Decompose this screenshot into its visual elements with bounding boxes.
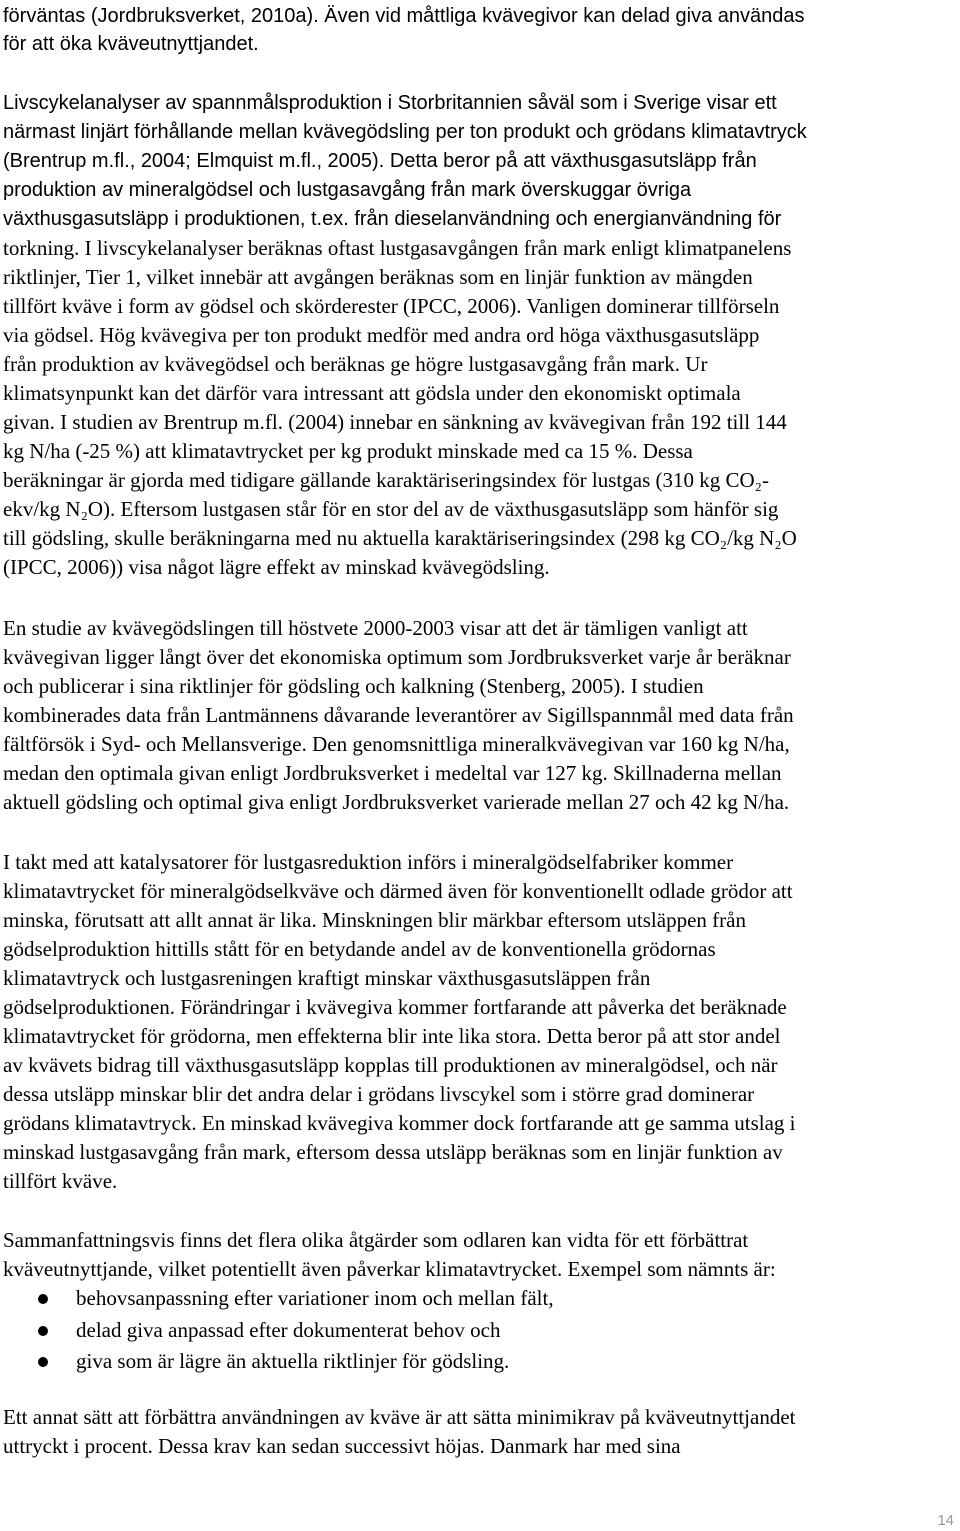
text-line: (Brentrup m.fl., 2004; Elmquist m.fl., 2005). Detta beror på att växthusgasutsläpp från	[3, 150, 757, 172]
text-line: grödans klimatavtryck. En minskad kvävegiva kommer dock fortfarande att ge samma utslag i	[3, 1111, 796, 1135]
text-line: gödselproduktionen. Förändringar i kvävegiva kommer fortfarande att påverka det beräknade	[3, 995, 787, 1019]
text-line: uttryckt i procent. Dessa krav kan sedan successivt höjas. Danmark har med sina	[3, 1434, 681, 1458]
text-line: växthusgasutsläpp i produktionen, t.ex. från dieselanvändning och energianvändning för	[3, 208, 782, 230]
text-line: kg N/ha (-25 %) att klimatavtrycket per kg produkt minskade med ca 15 %. Dessa	[3, 439, 693, 463]
text-line: (IPCC, 2006)) visa något lägre effekt av minskad kvävegödsling.	[3, 555, 550, 579]
text-line: minskad lustgasavgång från mark, eftersom dessa utsläpp beräknas som en linjär funktion av	[3, 1140, 783, 1164]
text-line: för att öka kväveutnyttjandet.	[3, 33, 259, 55]
text-line: till gödsling, skulle beräkningarna med nu aktuella karaktäriseringsindex (298 kg CO₂/kg N₂O	[3, 526, 797, 550]
text-line: från produktion av kvävegödsel och beräknas ge högre lustgasavgång från mark. Ur	[3, 352, 708, 376]
bullet-icon	[38, 1357, 48, 1367]
text-line: beräkningar är gjorda med tidigare gällande karaktäriseringsindex för lustgas (310 kg CO₂-	[3, 468, 769, 492]
text-line: riktlinjer, Tier 1, vilket innebär att avgången beräknas som en linjär funktion av mängden	[3, 265, 753, 289]
text-line: klimatavtrycket för mineralgödselkväve och därmed även för konventionellt odlade grödor att	[3, 879, 793, 903]
text-line: dessa utsläpp minskar blir det andra delar i grödans livscykel som i större grad dominerar	[3, 1082, 755, 1106]
text-line: I takt med att katalysatorer för lustgasreduktion införs i mineralgödselfabriker kommer	[3, 850, 734, 874]
text-line: aktuell gödsling och optimal giva enligt Jordbruksverket varierade mellan 27 och 42 kg N/ha.	[3, 790, 790, 814]
text-line: minska, förutsatt att allt annat är lika. Minskningen blir märkbar eftersom utsläppen från	[3, 908, 746, 932]
text-line: förväntas (Jordbruksverket, 2010a). Även vid måttliga kvävegivor kan delad giva användas	[3, 5, 805, 27]
text-line: En studie av kvävegödslingen till höstvete 2000-2003 visar att det är tämligen vanligt att	[3, 616, 748, 640]
text-line: tillfört kväve i form av gödsel och skörderester (IPCC, 2006). Vanligen dominerar tillförseln	[3, 294, 780, 318]
text-line: produktion av mineralgödsel och lustgasavgång från mark överskuggar övriga	[3, 179, 692, 201]
text-line: Ett annat sätt att förbättra användningen av kväve är att sätta minimikrav på kväveutnyttjandet	[3, 1405, 796, 1429]
text-line: och publicerar i sina riktlinjer för gödsling och kalkning (Stenberg, 2005). I studien	[3, 674, 704, 698]
text-line: tillfört kväve.	[3, 1169, 118, 1193]
bullet-icon	[38, 1294, 48, 1304]
text-line: klimatsynpunkt kan det därför vara intressant att gödsla under den ekonomiskt optimala	[3, 381, 741, 405]
text-line: via gödsel. Hög kvävegiva per ton produkt medför med andra ord höga växthusgasutsläpp	[3, 323, 760, 347]
text-line: kombinerades data från Lantmännens dåvarande leverantörer av Sigillspannmål med data från	[3, 703, 794, 727]
text-line: närmast linjärt förhållande mellan kvävegödsling per ton produkt och grödans klimatavtryck	[3, 121, 807, 143]
page-number: 14	[937, 1512, 954, 1529]
text-line: Livscykelanalyser av spannmålsproduktion i Storbritannien såväl som i Sverige visar ett	[3, 92, 777, 114]
text-line: fältförsök i Syd- och Mellansverige. Den genomsnittliga mineralkvävegivan var 160 kg N/ha,	[3, 732, 790, 756]
text-line: klimatavtryck och lustgasreningen kraftigt minskar växthusgasutsläppen från	[3, 966, 651, 990]
text-line: torkning. I livscykelanalyser beräknas oftast lustgasavgången från mark enligt klimatpanelens	[3, 236, 792, 260]
list-item: giva som är lägre än aktuella riktlinjer för gödsling.	[76, 1349, 510, 1373]
text-line: kväveutnyttjande, vilket potentiellt även påverkar klimatavtrycket. Exempel som nämnts är:	[3, 1257, 776, 1281]
text-line: kvävegivan ligger långt över det ekonomiska optimum som Jordbruksverket varje år beräknar	[3, 645, 791, 669]
list-item: behovsanpassning efter variationer inom och mellan fält,	[76, 1286, 554, 1310]
text-line: Sammanfattningsvis finns det flera olika åtgärder som odlaren kan vidta för ett förbättrat	[3, 1228, 749, 1252]
text-line: givan. I studien av Brentrup m.fl. (2004) innebar en sänkning av kvävegivan från 192 till 144	[3, 410, 787, 434]
list-item: delad giva anpassad efter dokumenterat behov och	[76, 1318, 501, 1342]
bullet-icon	[38, 1326, 48, 1336]
text-line: gödselproduktion hittills stått för en betydande andel av de konventionella grödornas	[3, 937, 716, 961]
text-line: av kvävets bidrag till växthusgasutsläpp kopplas till produktionen av mineralgödsel, och när	[3, 1053, 778, 1077]
text-line: medan den optimala givan enligt Jordbruksverket i medeltal var 127 kg. Skillnaderna mellan	[3, 761, 782, 785]
text-line: ekv/kg N₂O). Eftersom lustgasen står för en stor del av de växthusgasutsläpp som hänför sig	[3, 497, 779, 521]
text-line: klimatavtrycket för grödorna, men effekterna blir inte lika stora. Detta beror på att stor andel	[3, 1024, 781, 1048]
